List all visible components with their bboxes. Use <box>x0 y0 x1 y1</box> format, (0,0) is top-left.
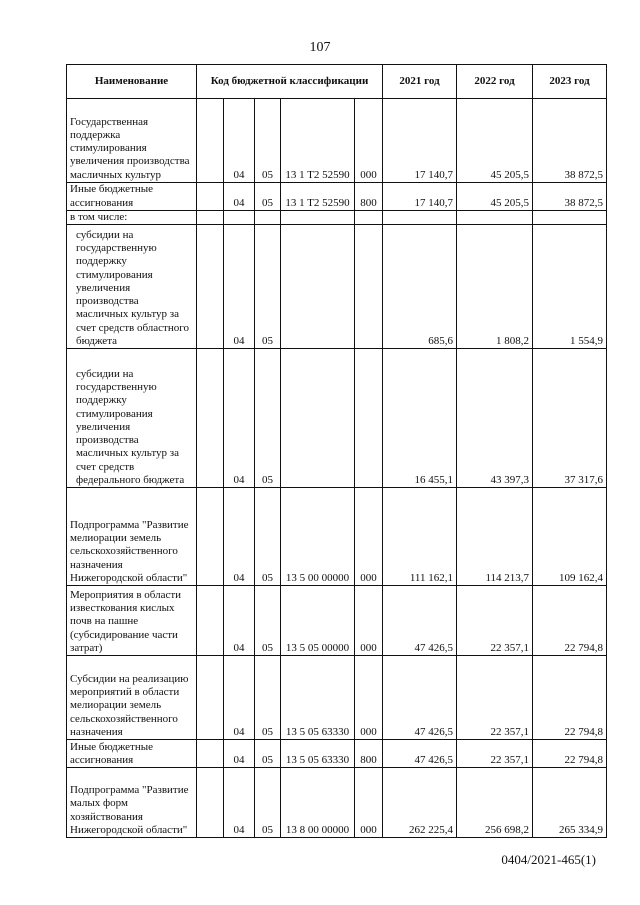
value-2021: 262 225,4 <box>383 768 457 838</box>
code-subsection: 05 <box>255 768 281 838</box>
code-subsection: 05 <box>255 586 281 656</box>
document-code: 0404/2021-465(1) <box>501 852 596 867</box>
value-2022: 1 808,2 <box>457 225 533 349</box>
value-2021: 47 426,5 <box>383 740 457 768</box>
row-name: Подпрограмма "Развитие мелиорации земель сельскохозяйственного назначения Нижегородской области" <box>67 488 197 586</box>
row-name: Государственная поддержка стимулирования увеличения производства масличных культур <box>67 99 197 183</box>
code-expense-type <box>355 211 383 225</box>
value-2022 <box>457 211 533 225</box>
value-2021: 17 140,7 <box>383 183 457 211</box>
row-name: Иные бюджетные ассигнования <box>67 183 197 211</box>
value-2023: 265 334,9 <box>533 768 607 838</box>
code-subsection: 05 <box>255 488 281 586</box>
code-target: 13 1 T2 52590 <box>281 99 355 183</box>
value-2022: 45 205,5 <box>457 183 533 211</box>
value-2021 <box>383 211 457 225</box>
value-2022: 43 397,3 <box>457 349 533 488</box>
row-name: Мероприятия в области известкования кислых почв на пашне (субсидирование части затрат) <box>67 586 197 656</box>
code-target: 13 1 T2 52590 <box>281 183 355 211</box>
row-name: Подпрограмма "Развитие малых форм хозяйствования Нижегородской области" <box>67 768 197 838</box>
code-target <box>281 225 355 349</box>
code-section: 04 <box>224 768 255 838</box>
code-subsection: 05 <box>255 656 281 740</box>
code-blank <box>197 768 224 838</box>
value-2023: 38 872,5 <box>533 183 607 211</box>
budget-table <box>66 64 607 838</box>
value-2022: 22 357,1 <box>457 656 533 740</box>
value-2023: 38 872,5 <box>533 99 607 183</box>
code-target: 13 5 05 00000 <box>281 586 355 656</box>
code-subsection: 05 <box>255 740 281 768</box>
row-name: Иные бюджетные ассигнования <box>67 740 197 768</box>
code-expense-type: 000 <box>355 768 383 838</box>
value-2023: 109 162,4 <box>533 488 607 586</box>
header-2021: 2021 год <box>383 65 457 99</box>
header-code: Код бюджетной классификации <box>197 65 383 99</box>
table-row <box>67 99 607 183</box>
code-section: 04 <box>224 99 255 183</box>
page-number: 107 <box>309 40 331 55</box>
table-row <box>67 225 607 349</box>
table-row <box>67 768 607 838</box>
table-row <box>67 211 607 225</box>
code-section <box>224 211 255 225</box>
code-subsection <box>255 211 281 225</box>
code-blank <box>197 225 224 349</box>
value-2023 <box>533 211 607 225</box>
value-2023: 22 794,8 <box>533 586 607 656</box>
code-subsection: 05 <box>255 99 281 183</box>
row-name: в том числе: <box>67 211 197 225</box>
value-2023: 37 317,6 <box>533 349 607 488</box>
code-expense-type: 800 <box>355 183 383 211</box>
code-expense-type: 800 <box>355 740 383 768</box>
code-section: 04 <box>224 183 255 211</box>
value-2021: 16 455,1 <box>383 349 457 488</box>
code-expense-type <box>355 225 383 349</box>
code-blank <box>197 211 224 225</box>
header-row <box>67 65 607 99</box>
value-2022: 256 698,2 <box>457 768 533 838</box>
value-2021: 685,6 <box>383 225 457 349</box>
code-section: 04 <box>224 225 255 349</box>
code-blank <box>197 99 224 183</box>
code-expense-type <box>355 349 383 488</box>
header-2022: 2022 год <box>457 65 533 99</box>
value-2021: 47 426,5 <box>383 656 457 740</box>
table-row <box>67 586 607 656</box>
code-section: 04 <box>224 656 255 740</box>
code-blank <box>197 349 224 488</box>
code-target <box>281 349 355 488</box>
code-expense-type: 000 <box>355 586 383 656</box>
code-target <box>281 211 355 225</box>
row-name: субсидии на государственную поддержку стимулирования увеличения производства масличных культур за счет средств областного бюджета <box>67 225 197 349</box>
value-2022: 114 213,7 <box>457 488 533 586</box>
table-row <box>67 488 607 586</box>
value-2021: 111 162,1 <box>383 488 457 586</box>
code-target: 13 5 00 00000 <box>281 488 355 586</box>
value-2022: 22 357,1 <box>457 740 533 768</box>
value-2023: 1 554,9 <box>533 225 607 349</box>
value-2023: 22 794,8 <box>533 740 607 768</box>
code-expense-type: 000 <box>355 656 383 740</box>
value-2022: 22 357,1 <box>457 586 533 656</box>
table-row <box>67 349 607 488</box>
code-blank <box>197 586 224 656</box>
row-name: субсидии на государственную поддержку стимулирования увеличения производства масличных культур за счет средств федерального бюджета <box>67 349 197 488</box>
code-target: 13 8 00 00000 <box>281 768 355 838</box>
value-2021: 17 140,7 <box>383 99 457 183</box>
table-row <box>67 656 607 740</box>
table-row <box>67 183 607 211</box>
code-section: 04 <box>224 349 255 488</box>
header-name: Наименование <box>67 65 197 99</box>
code-blank <box>197 183 224 211</box>
table-row <box>67 740 607 768</box>
code-blank <box>197 488 224 586</box>
value-2021: 47 426,5 <box>383 586 457 656</box>
header-2023: 2023 год <box>533 65 607 99</box>
value-2022: 45 205,5 <box>457 99 533 183</box>
code-section: 04 <box>224 586 255 656</box>
code-section: 04 <box>224 740 255 768</box>
code-subsection: 05 <box>255 183 281 211</box>
code-blank <box>197 656 224 740</box>
code-expense-type: 000 <box>355 99 383 183</box>
code-expense-type: 000 <box>355 488 383 586</box>
code-target: 13 5 05 63330 <box>281 656 355 740</box>
code-subsection: 05 <box>255 349 281 488</box>
code-section: 04 <box>224 488 255 586</box>
code-subsection: 05 <box>255 225 281 349</box>
value-2023: 22 794,8 <box>533 656 607 740</box>
code-blank <box>197 740 224 768</box>
row-name: Субсидии на реализацию мероприятий в области мелиорации земель сельскохозяйственного назначения <box>67 656 197 740</box>
code-target: 13 5 05 63330 <box>281 740 355 768</box>
